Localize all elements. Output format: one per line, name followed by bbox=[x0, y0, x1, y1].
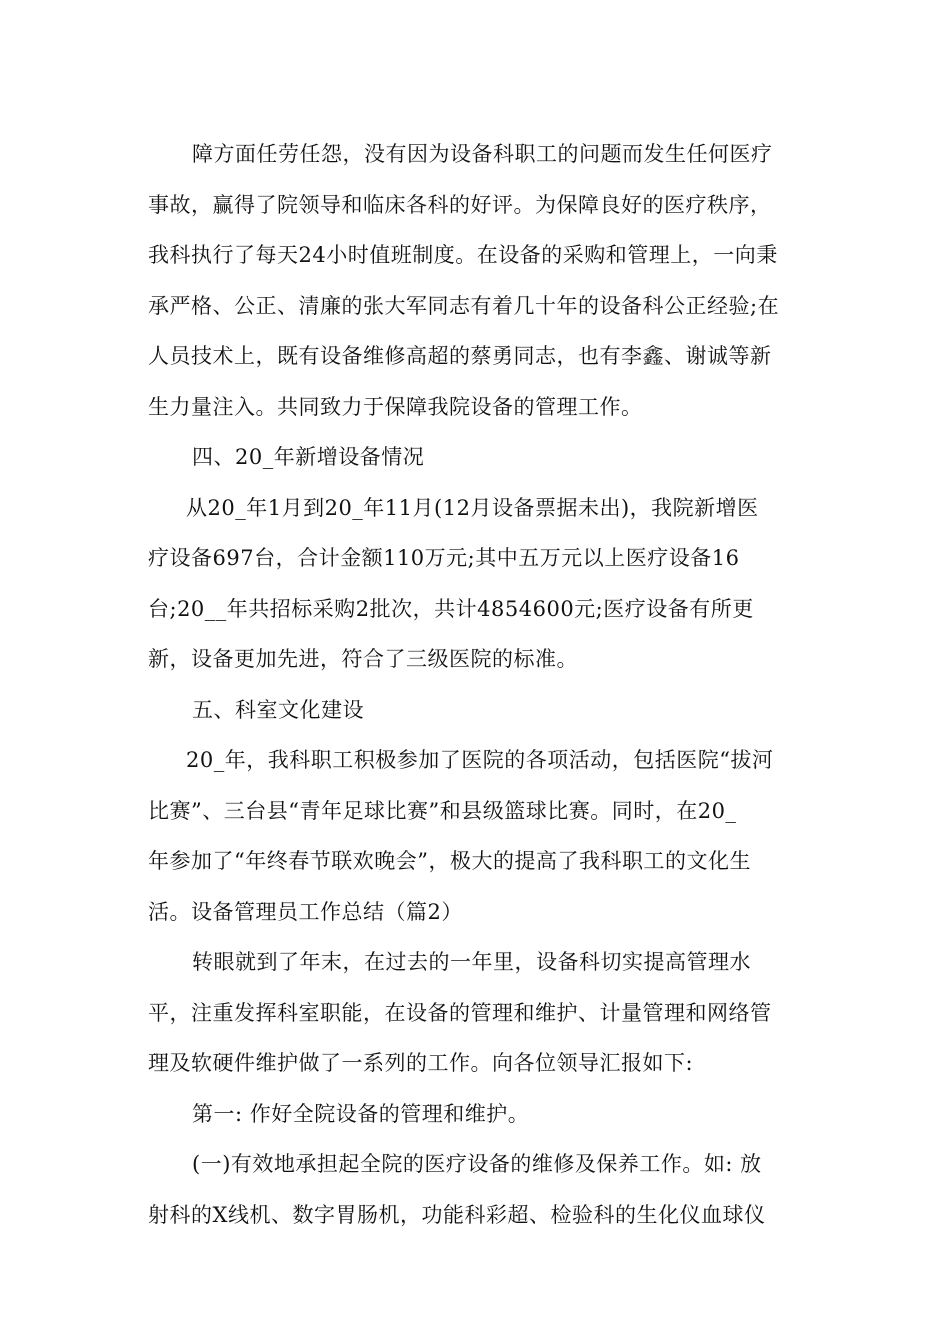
paragraph-line: 障方面任劳任怨，没有因为设备科职工的问题而发生任何医疗 bbox=[192, 142, 773, 166]
paragraph-line: (一)有效地承担起全院的医疗设备的维修及保养工作。如: 放 bbox=[192, 1152, 762, 1176]
paragraph-line: 年参加了“年终春节联欢晚会”，极大的提高了我科职工的文化生 bbox=[148, 849, 751, 873]
paragraph-line: 承严格、公正、清廉的张大军同志有着几十年的设备科公正经验;在 bbox=[148, 293, 780, 318]
paragraph-line: 比赛”、三台县“青年足球比赛”和县级篮球比赛。同时，在20_ bbox=[148, 798, 737, 823]
paragraph-line: 平，注重发挥科室职能，在设备的管理和维护、计量管理和网络管 bbox=[148, 1000, 772, 1025]
paragraph-line: 事故，赢得了院领导和临床各科的好评。为保障良好的医疗秩序， bbox=[148, 192, 772, 217]
document-body bbox=[148, 129, 808, 1240]
paragraph-line: 射科的X线机、数字胃肠机，功能科彩超、检验科的生化仪血球仪 bbox=[148, 1202, 766, 1227]
paragraph-line: 人员技术上，既有设备维修高超的蔡勇同志，也有李鑫、谢诚等新 bbox=[148, 344, 772, 368]
paragraph-line: 疗设备697台，合计金额110万元;其中五万元以上医疗设备16 bbox=[148, 546, 740, 570]
paragraph-line: 理及软硬件维护做了一系列的工作。向各位领导汇报如下: bbox=[148, 1051, 694, 1075]
paragraph-line: 台;20__年共招标采购2批次，共计4854600元;医疗设备有所更 bbox=[148, 596, 754, 621]
paragraph-line: 我科执行了每天24小时值班制度。在设备的采购和管理上，一向秉 bbox=[148, 243, 778, 267]
paragraph-line: 从20_年1月到20_年11月(12月设备票据未出)，我院新增医 bbox=[186, 495, 759, 520]
paragraph-line: 生力量注入。共同致力于保障我院设备的管理工作。 bbox=[148, 394, 643, 419]
section-heading: 五、科室文化建设 bbox=[192, 697, 364, 722]
paragraph-line: 活。设备管理员工作总结（篇2） bbox=[148, 899, 463, 924]
paragraph-line: 20_年，我科职工积极参加了医院的各项活动，包括医院“拔河 bbox=[186, 748, 774, 772]
paragraph-line: 转眼就到了年末，在过去的一年里，设备科切实提高管理水 bbox=[192, 950, 751, 974]
section-heading: 第一: 作好全院设备的管理和维护。 bbox=[192, 1101, 530, 1126]
section-heading: 四、20_年新增设备情况 bbox=[192, 445, 425, 469]
paragraph-line: 新，设备更加先进，符合了三级医院的标准。 bbox=[148, 647, 578, 671]
